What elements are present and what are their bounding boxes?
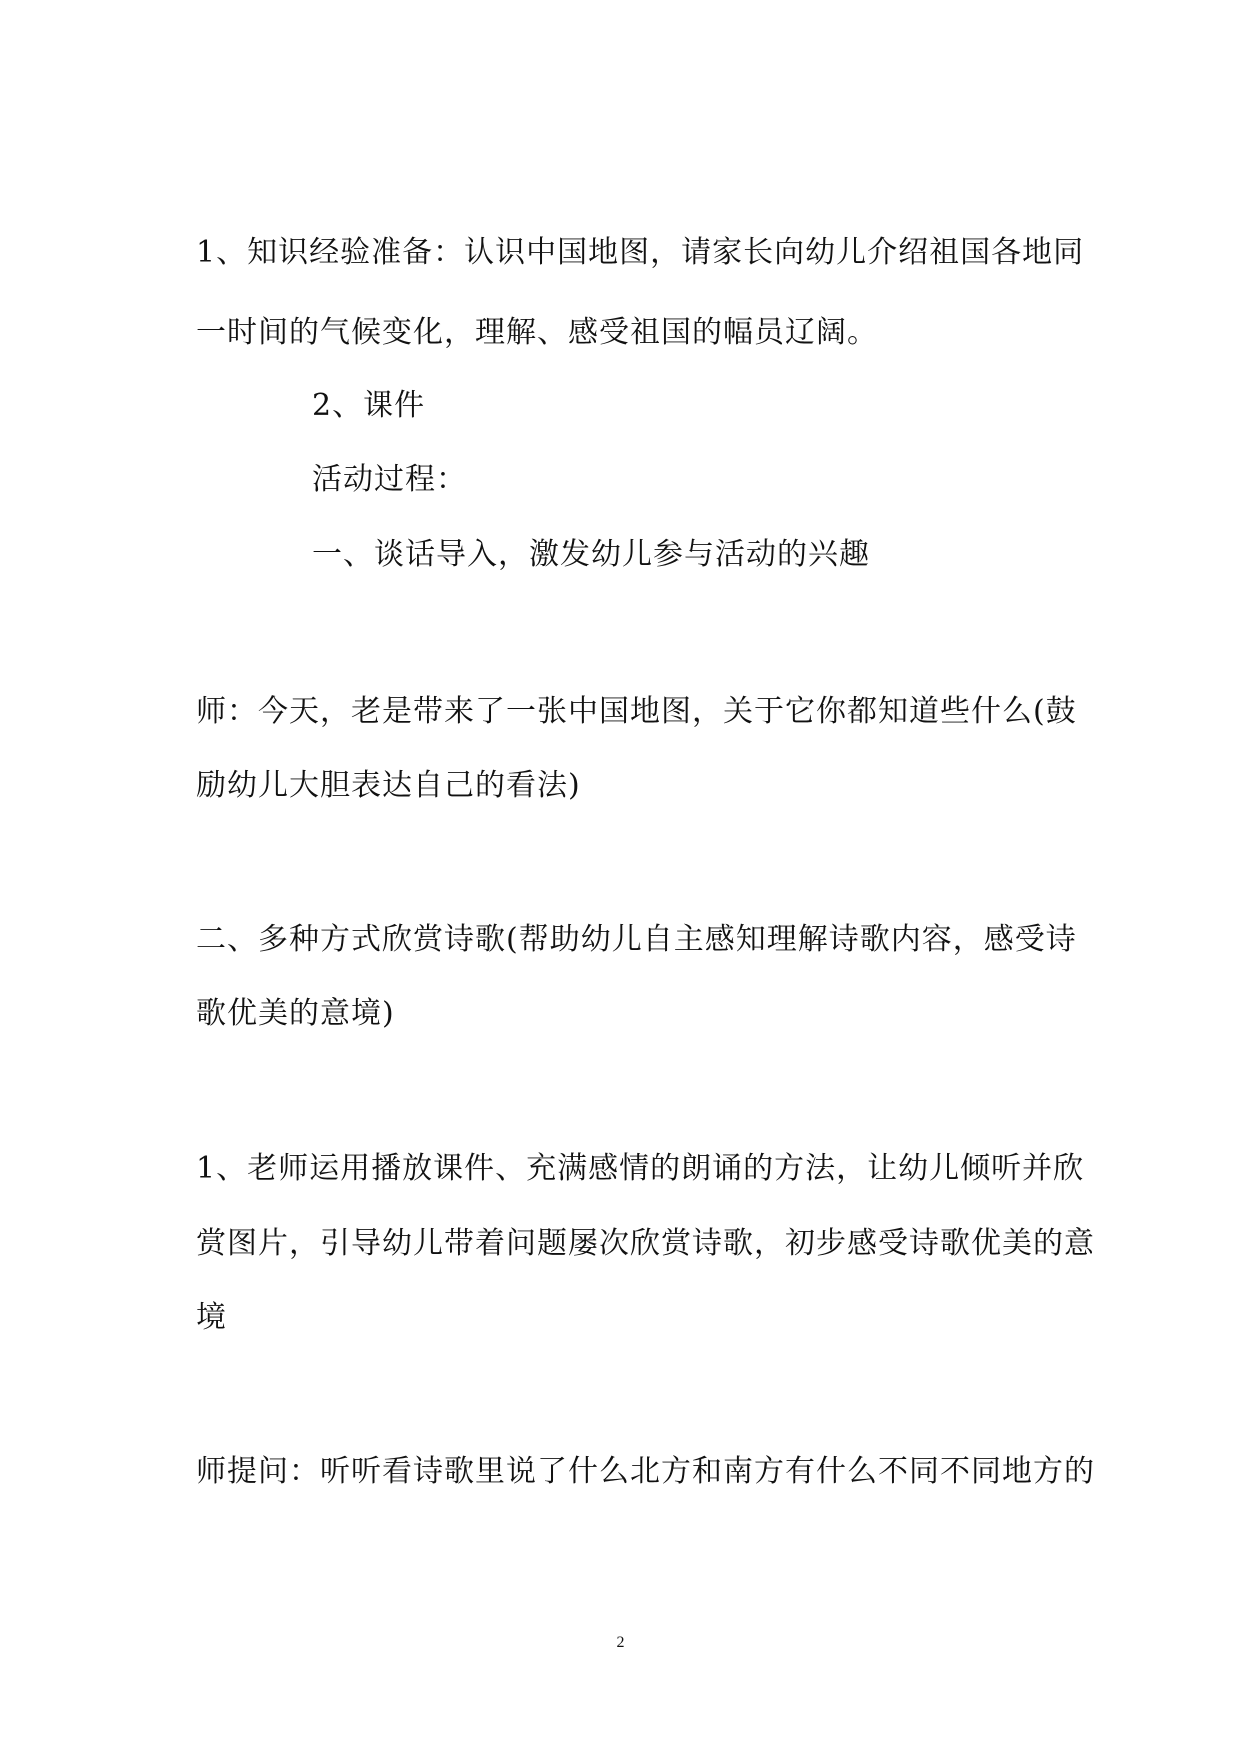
paragraph-line: 赏图片，引导幼儿带着问题屡次欣赏诗歌，初步感受诗歌优美的意 [196, 1226, 1095, 1261]
page-number: 2 [616, 1634, 625, 1651]
paragraph-line: 励幼儿大胆表达自己的看法) [196, 768, 581, 803]
section-heading: 活动过程： [312, 462, 467, 497]
paragraph-line: 2、课件 [312, 388, 426, 423]
paragraph-line: 1、知识经验准备：认识中国地图，请家长向幼儿介绍祖国各地同 [196, 235, 1085, 270]
section-heading: 一、谈话导入，激发幼儿参与活动的兴趣 [312, 537, 870, 572]
paragraph-line: 师：今天，老是带来了一张中国地图，关于它你都知道些什么(鼓 [196, 694, 1077, 729]
paragraph-line: 境 [196, 1300, 227, 1335]
paragraph-line: 师提问：听听看诗歌里说了什么北方和南方有什么不同不同地方的 [196, 1454, 1095, 1489]
paragraph-line: 1、老师运用播放课件、充满感情的朗诵的方法，让幼儿倾听并欣 [196, 1151, 1085, 1186]
paragraph-line: 歌优美的意境) [196, 996, 395, 1031]
paragraph-line: 一时间的气候变化，理解、感受祖国的幅员辽阔。 [196, 315, 878, 350]
section-heading: 二、多种方式欣赏诗歌(帮助幼儿自主感知理解诗歌内容，感受诗 [196, 922, 1077, 957]
